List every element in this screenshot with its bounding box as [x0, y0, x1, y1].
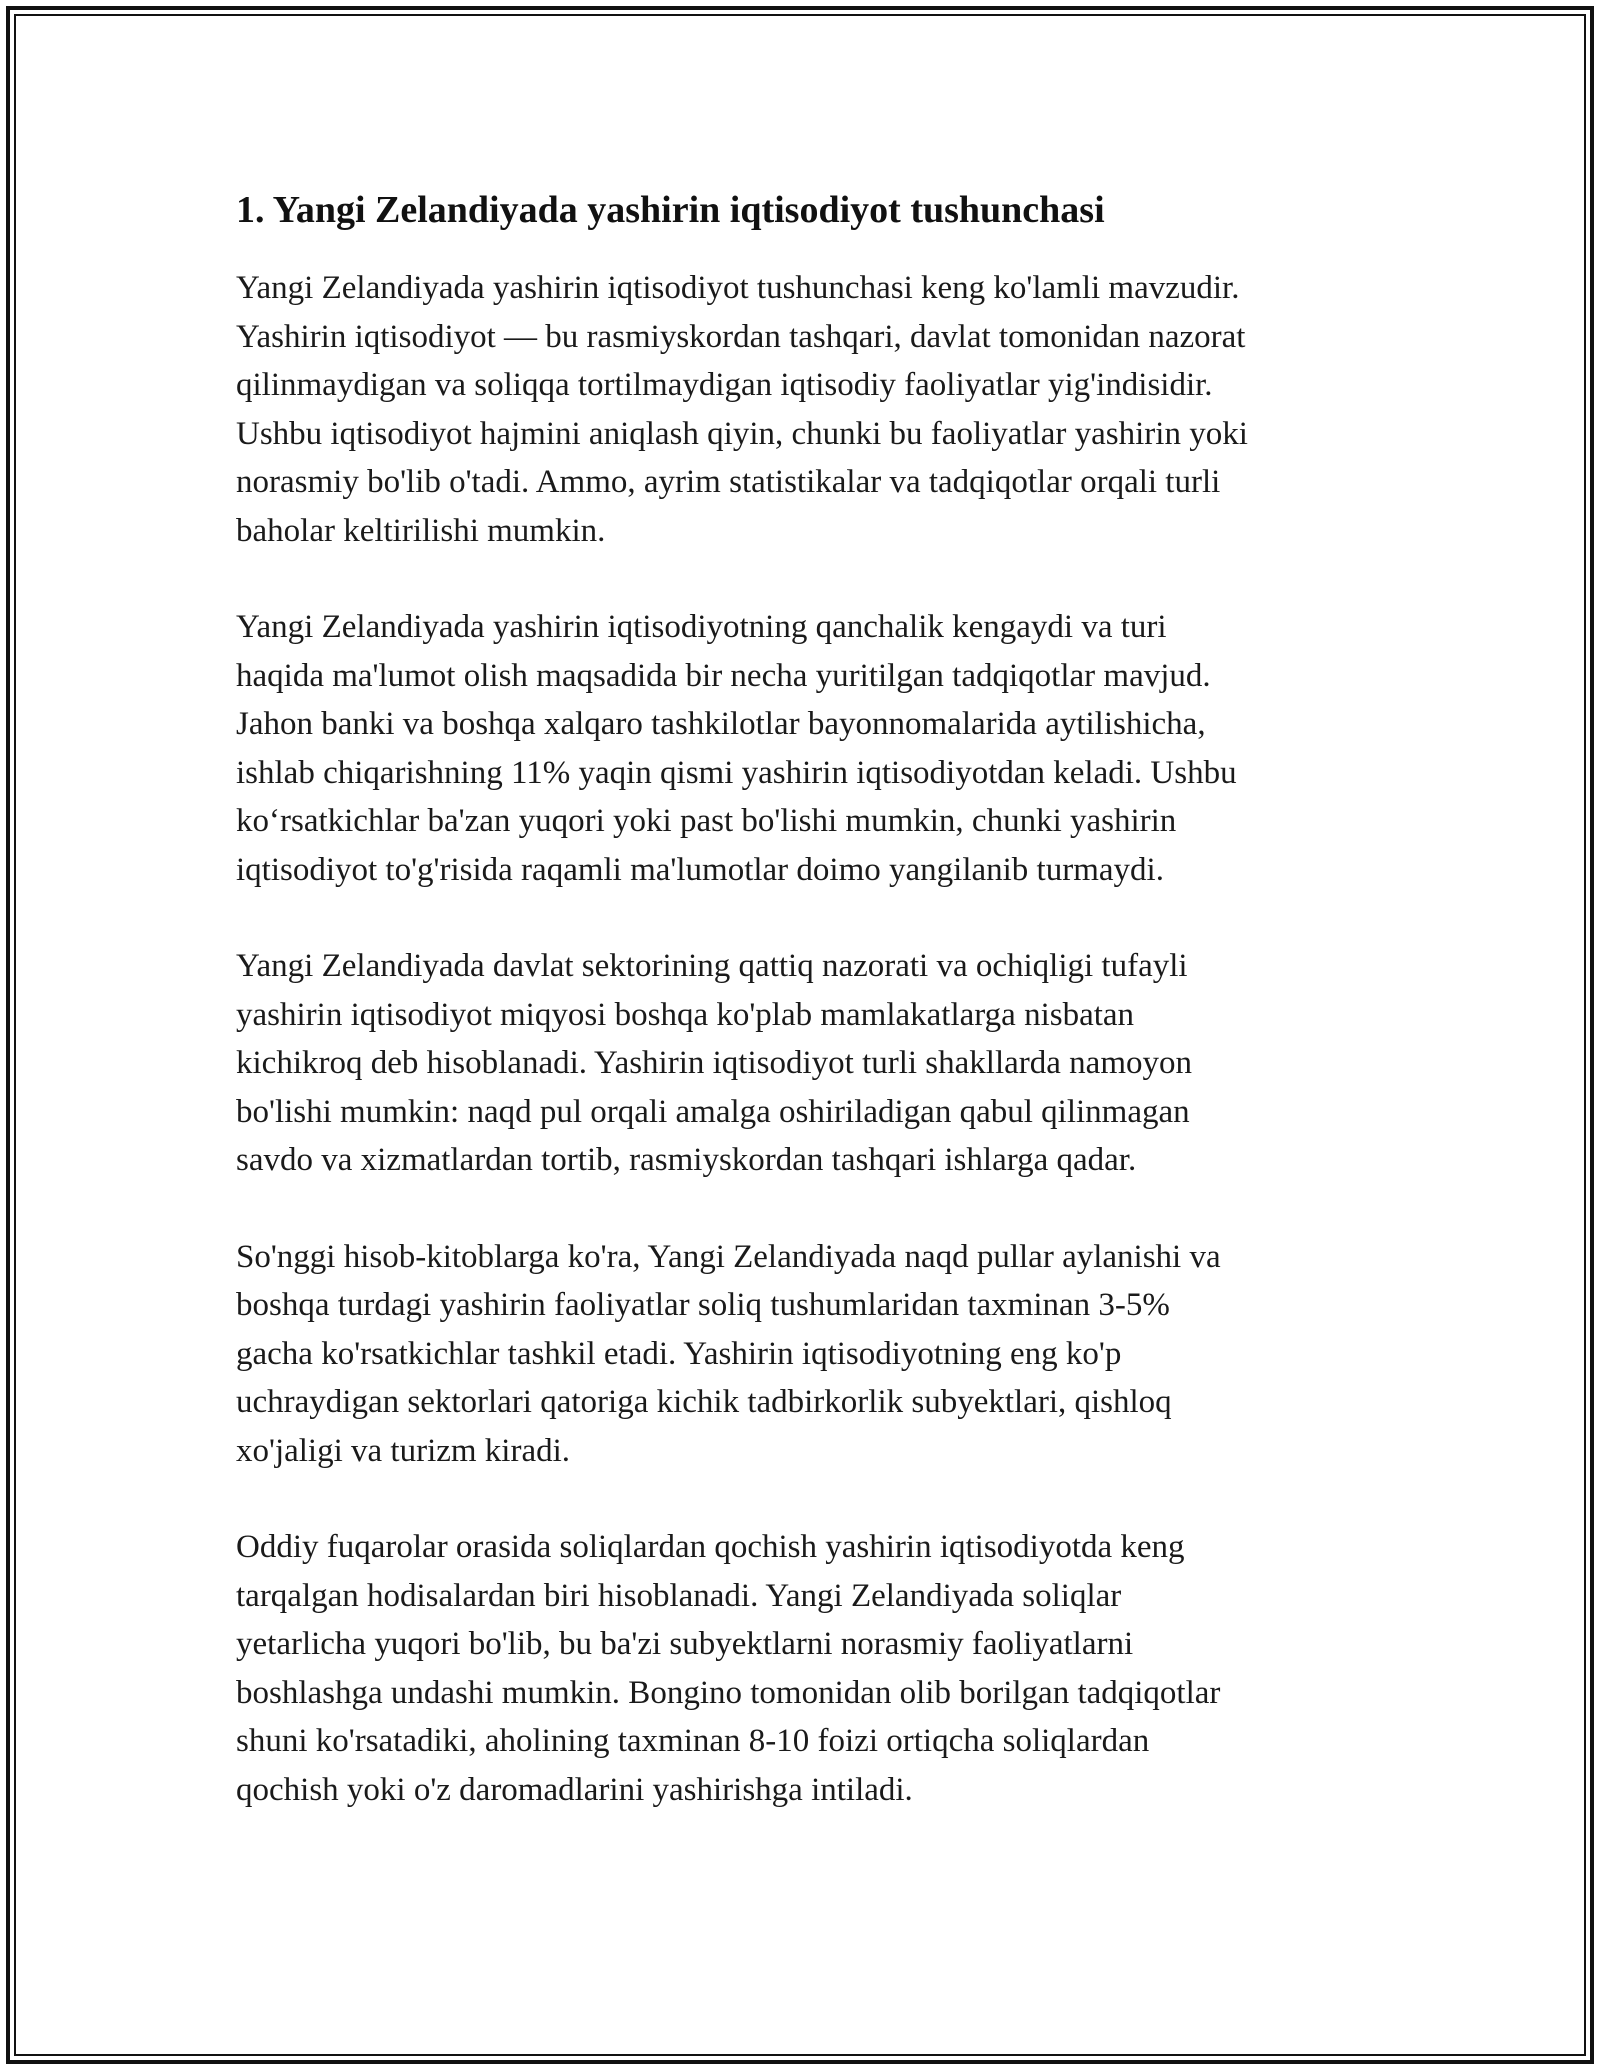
text-line: Yangi Zelandiyada davlat sektorining qattiq nazorati va ochiqligi tufayli — [236, 948, 1188, 984]
text-line: ishlab chiqarishning 11% yaqin qismi yashirin iqtisodiyotdan keladi. Ushbu — [236, 754, 1237, 791]
text-line: Yangi Zelandiyada yashirin iqtisodiyotning qanchalik kengaydi va turi — [236, 609, 1167, 645]
text-line: Yashirin iqtisodiyot — bu rasmiyskordan tashqari, davlat tomonidan nazorat — [236, 318, 1246, 355]
text-line: bo'lishi mumkin: naqd pul orqali amalga oshiriladigan qabul qilinmagan — [236, 1093, 1190, 1130]
text-line: iqtisodiyot to'g'risida raqamli ma'lumotlar doimo yangilanib turmaydi. — [236, 851, 1164, 888]
text-line: yashirin iqtisodiyot miqyosi boshqa ko'plab mamlakatlarga nisbatan — [236, 996, 1135, 1033]
paragraph-2 — [236, 603, 1376, 894]
text-line: uchraydigan sektorlari qatoriga kichik tadbirkorlik subyektlari, qishloq — [236, 1384, 1172, 1420]
paragraph-1 — [236, 264, 1376, 555]
text-line: savdo va xizmatlardan tortib, rasmiyskordan tashqari ishlarga qadar. — [236, 1142, 1137, 1178]
text-line: Oddiy fuqarolar orasida soliqlardan qochish yashirin iqtisodiyotda keng — [236, 1529, 1185, 1565]
paragraph-5 — [236, 1523, 1376, 1814]
text-line: So'nggi hisob-kitoblarga ko'ra, Yangi Zelandiyada naqd pullar aylanishi va — [236, 1238, 1221, 1275]
text-line: ko‘rsatkichlar ba'zan yuqori yoki past bo'lishi mumkin, chunki yashirin — [236, 803, 1177, 839]
text-line: Ushbu iqtisodiyot hajmini aniqlash qiyin, chunki bu faoliyatlar yashirin yoki — [236, 415, 1248, 452]
text-line: baholar keltirilishi mumkin. — [236, 512, 606, 549]
text-line: Yangi Zelandiyada yashirin iqtisodiyot tushunchasi keng ko'lamli mavzudir. — [236, 270, 1240, 306]
text-line: yetarlicha yuqori bo'lib, bu ba'zi subyektlarni norasmiy faoliyatlarni — [236, 1626, 1134, 1662]
text-line: tarqalgan hodisalardan biri hisoblanadi. Yangi Zelandiyada soliqlar — [236, 1577, 1122, 1614]
paragraph-3 — [236, 942, 1376, 1185]
text-line: shuni ko'rsatadiki, aholining taxminan 8-10 foizi ortiqcha soliqlardan — [236, 1723, 1150, 1759]
section-heading: 1. Yangi Zelandiyada yashirin iqtisodiyot tushunchasi — [236, 189, 1105, 231]
text-line: boshlashga undashi mumkin. Bongino tomonidan olib borilgan tadqiqotlar — [236, 1674, 1221, 1711]
text-line: qochish yoki o'z daromadlarini yashirishga intiladi. — [236, 1771, 913, 1808]
text-line: norasmiy bo'lib o'tadi. Ammo, ayrim statistikalar va tadqiqotlar orqali turli — [236, 464, 1221, 500]
text-line: kichikroq deb hisoblanadi. Yashirin iqtisodiyot turli shakllarda namoyon — [236, 1045, 1192, 1081]
text-line: xo'jaligi va turizm kiradi. — [236, 1432, 571, 1469]
paragraph-4 — [236, 1233, 1376, 1476]
text-line: Jahon banki va boshqa xalqaro tashkilotlar bayonnomalarida aytilishicha, — [236, 706, 1206, 742]
text-line: qilinmaydigan va soliqqa tortilmaydigan iqtisodiy faoliyatlar yig'indisidir. — [236, 367, 1213, 403]
text-line: boshqa turdagi yashirin faoliyatlar soliq tushumlaridan taxminan 3-5% — [236, 1287, 1170, 1323]
text-line: gacha ko'rsatkichlar tashkil etadi. Yashirin iqtisodiyotning eng ko'p — [236, 1335, 1122, 1372]
document-body — [236, 186, 1376, 1862]
text-line: haqida ma'lumot olish maqsadida bir necha yuritilgan tadqiqotlar mavjud. — [236, 657, 1211, 694]
